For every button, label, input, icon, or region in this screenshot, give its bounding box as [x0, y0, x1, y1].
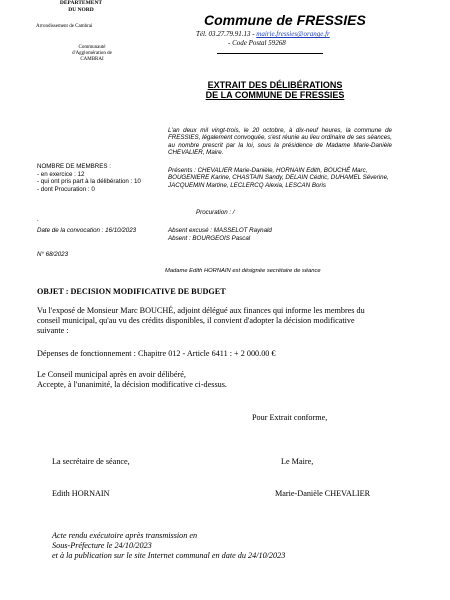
- communaute-label: [52, 45, 132, 63]
- convocation-date: Date de la convocation : 16/10/2023: [37, 227, 137, 234]
- department-line-2: DU NORD: [68, 6, 94, 13]
- decision-line-2: Accepte, à l'unanimité, la décision modificative ci-dessus.: [37, 380, 227, 389]
- acte-line-3: et à la publication sur le site Internet communal en date du 24/10/2023: [52, 551, 286, 560]
- document-title-line-2: DE LA COMMUNE DE FRESSIES: [205, 90, 345, 100]
- header-divider: [217, 53, 323, 54]
- expose-line-2: conseil municipal, qu'au vu des crédits disponibles, il convient d'adopter la décision modificative: [37, 316, 355, 325]
- telephone: Tél. 03.27.79.91.13 -: [196, 30, 255, 38]
- document-title-line-1: EXTRAIT DES DÉLIBÉRATIONS: [207, 80, 343, 90]
- objet-heading: OBJET : DECISION MODIFICATIVE DE BUDGET: [37, 287, 226, 296]
- dot-mark: .: [37, 217, 39, 223]
- expose-line-3: suivante :: [37, 326, 69, 335]
- pour-extrait: Pour Extrait conforme,: [252, 413, 328, 422]
- decision-paragraph: [37, 370, 227, 390]
- acte-line-2: Sous-Préfecture le 24/10/2023: [52, 541, 152, 550]
- communaute-line-1: Communauté: [78, 45, 106, 50]
- absents-block: [168, 227, 272, 242]
- maire-label: Le Maire,: [281, 457, 314, 466]
- document-title: [175, 80, 375, 100]
- procuration-line: Procuration : /: [196, 209, 235, 216]
- communaute-line-2: d'Agglomération de: [72, 51, 112, 56]
- decision-line-1: Le Conseil municipal après en avoir délibéré,: [37, 370, 186, 379]
- presents-list: Présents : CHEVALIER Marie-Danièle, HORNAIN Edith, BOUCHÉ Marc, BOUGENIERE Karine, CHASTAIN Sandy, DELAIN Cédric, DUHAMEL Séverine, JACQUEMIN Martine, LECLERCQ Alexia, LESCAN Boris: [168, 167, 389, 189]
- secretaire-designation: Madame Edith HORNAIN est désignée secrétaire de séance: [165, 268, 321, 274]
- department-label: [46, 0, 116, 13]
- acte-line-1: Acte rendu exécutoire après transmission en: [52, 531, 198, 540]
- maire-name: Marie-Danièle CHEVALIER: [275, 489, 371, 498]
- absent: Absent : BOURGEOIS Pascal: [168, 234, 251, 242]
- postal-code: - Code Postal 59268: [228, 39, 286, 47]
- secretaire-name: Edith HORNAIN: [52, 489, 110, 498]
- email-link[interactable]: mairie.fressies@orange.fr: [256, 30, 330, 38]
- communaute-line-3: CAMBRAI: [80, 57, 104, 62]
- members-count: [37, 163, 141, 193]
- commune-title: Commune de FRESSIES: [204, 12, 366, 28]
- depenses-line: Dépenses de fonctionnement : Chapitre 012 - Article 6411 : + 2 000.00 €: [37, 349, 276, 358]
- intro-paragraph: L'an deux mil vingt-trois, le 20 octobre, à dix-neuf heures, la commune de FRESSIES, légalement convoquée, s'est réunie au lieu ordinaire de ses séances, au nombre prescrit par la loi, sous la présidence de Madame Marie-Danièle CHEVALIER, Maire.: [168, 127, 392, 156]
- arrondissement-label: Arrondissement de Cambrai: [36, 24, 93, 29]
- acte-executoire: [52, 531, 285, 561]
- members-header: NOMBRE DE MEMBRES :: [37, 163, 111, 170]
- expose-line-1: Vu l'exposé de Monsieur Marc BOUCHÉ, adjoint délégué aux finances qui informe les membres du: [37, 306, 365, 315]
- members-exercice: - en exercice : 12: [37, 170, 85, 178]
- department-line-1: DÉPARTEMENT: [59, 0, 103, 6]
- members-procuration: - dont Procuration : 0: [37, 185, 95, 193]
- members-participe: - qui ont pris part à la délibération : 10: [37, 178, 141, 186]
- deliberation-number: N° 68/2023: [37, 251, 69, 258]
- expose-paragraph: [37, 306, 417, 336]
- secretaire-label: La secrétaire de séance,: [52, 457, 130, 466]
- contact-line: [196, 30, 330, 38]
- absent-excuse: Absent excusé : MASSELOT Raynald: [168, 227, 272, 234]
